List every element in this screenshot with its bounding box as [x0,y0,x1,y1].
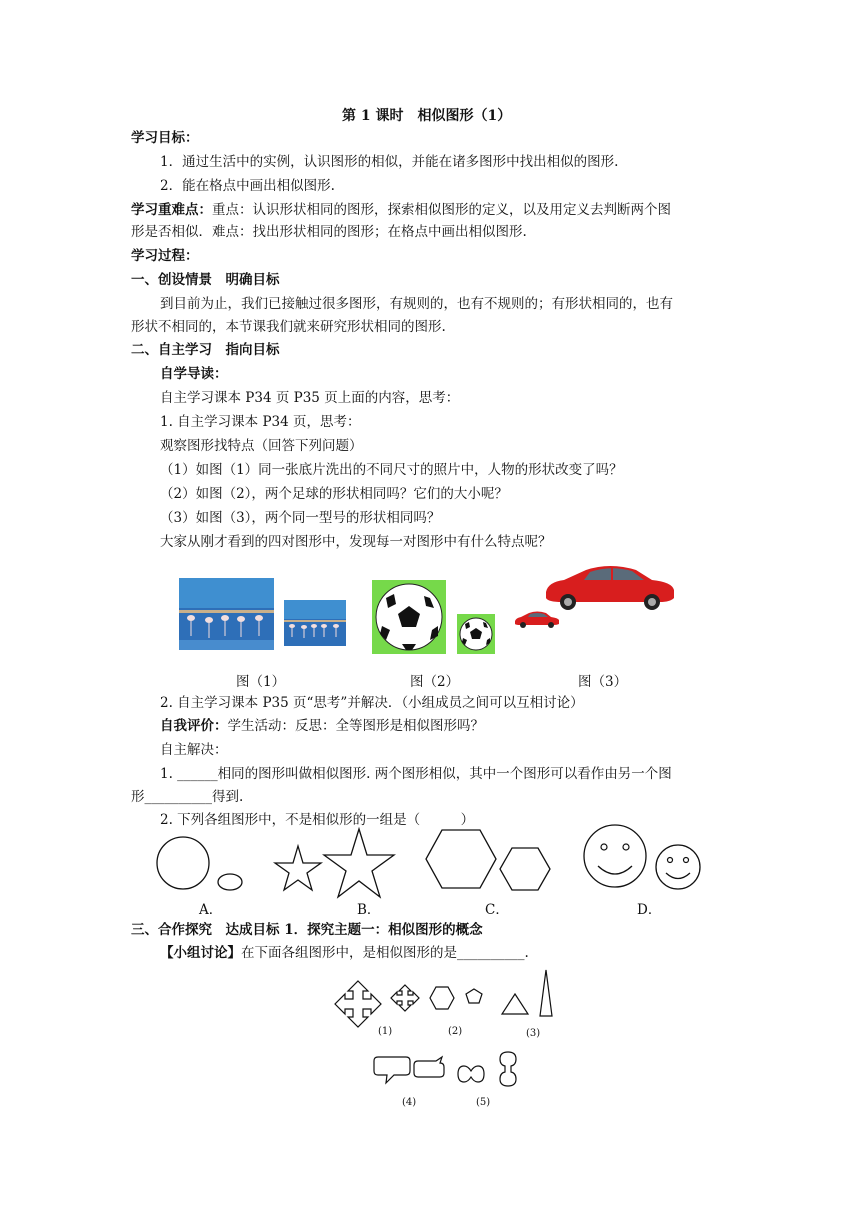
think-line: 2. 自主学习课本 P35 页“思考”并解决．（小组成员之间可以互相讨论） [160,695,584,711]
shape-label-3: (3) [526,1028,541,1039]
self-eval-line [160,716,484,736]
discussion-text: 在下面各组图形中，是相似图形的是__________. [241,945,529,961]
shape-label-2: (2) [448,1026,463,1037]
section1-line-1: 到目前为止，我们已接触过很多图形，有规则的，也有不规则的；有形状相同的，也有 [160,296,673,312]
key-points-line-2: 形是否相似．难点：找出形状相同的图形；在格点中画出相似图形. [131,224,527,240]
solve-heading: 自主解决： [160,742,228,758]
guide-heading: 自学导读： [160,366,228,382]
self-eval-text: 学生活动：反思：全等图形是相似图形吗？ [227,718,484,734]
guide-line-4: （1）如图（1）同一张底片洗出的不同尺寸的照片中，人物的形状改变了吗？ [160,462,623,478]
objective-item-2: 2．能在格点中画出相似图形. [160,178,335,194]
bowtie-shapes [454,1048,524,1088]
section3-heading: 三、合作探究 达成目标 1．探究主题一：相似图形的概念 [131,922,483,938]
discussion-line [160,943,529,963]
guide-line-7: 大家从刚才看到的四对图形中，发现每一对图形中有什么特点呢？ [160,534,552,550]
objectives-heading: 学习目标： [131,130,199,146]
guide-line-2: 1. 自主学习课本 P34 页，思考： [160,414,361,430]
section1-line-2: 形状不相同的，本节课我们就来研究形状相同的图形. [131,319,446,335]
figure-caption-3: 图（3） [578,674,628,690]
key-points-line-1 [131,200,671,220]
option-b-label: B． [357,902,381,918]
objective-item-1: 1．通过生活中的实例，认识图形的相似，并能在诸多图形中找出相似的图形. [160,154,619,170]
option-d-label: D． [637,902,662,918]
guide-line-3: 观察图形找特点（回答下列问题） [160,438,363,454]
flamingo-photo-small [284,600,346,646]
soccer-ball-small [457,614,495,654]
hexagon-pentagon-shapes [428,983,488,1023]
option-d-smiley-faces [580,822,710,892]
guide-line-5: （2）如图（2），两个足球的形状相同吗？它们的大小呢？ [160,486,508,502]
section1-heading: 一、创设情景 明确目标 [131,272,280,288]
option-a-circles [150,830,260,900]
question1-line-1: 1. ______相同的图形叫做相似图形. 两个图形相似，其中一个图形可以看作由另一个图 [160,766,672,782]
shape-label-4: (4) [402,1097,417,1108]
option-c-hexagons [422,826,562,896]
figure-caption-2: 图（2） [410,674,460,690]
process-heading: 学习过程： [131,248,199,264]
self-eval-heading: 自我评价： [160,718,228,734]
question1-line-2: 形__________得到. [131,789,244,805]
option-c-label: C． [485,902,509,918]
key-points-text-1: 重点：认识形状相同的图形，探索相似图形的定义，以及用定义去判断两个图 [212,202,671,218]
figure-caption-1: 图（1） [236,674,286,690]
shape-label-1: (1) [378,1026,393,1037]
triangle-shapes [498,968,558,1028]
discussion-label: 【小组讨论】 [160,945,241,961]
guide-line-1: 自主学习课本 P34 页 P35 页上面的内容，思考： [160,390,460,406]
shape-label-5: (5) [476,1097,491,1108]
option-a-label: A． [199,902,223,918]
option-b-stars [270,825,400,895]
page-title: 第 1 课时 相似图形（1） [342,108,512,124]
key-points-heading: 学习重难点： [131,202,212,218]
flamingo-photo-large [179,578,274,650]
car-large [540,558,680,610]
guide-line-6: （3）如图（3），两个同一型号的形状相同吗？ [160,510,441,526]
soccer-ball-large [372,580,446,654]
question2-line: 2. 下列各组图形中，不是相似形的一组是（ ） [160,812,475,828]
speech-bubble-shapes [372,1053,452,1093]
car-small [513,609,561,629]
section2-heading: 二、自主学习 指向目标 [131,342,280,358]
